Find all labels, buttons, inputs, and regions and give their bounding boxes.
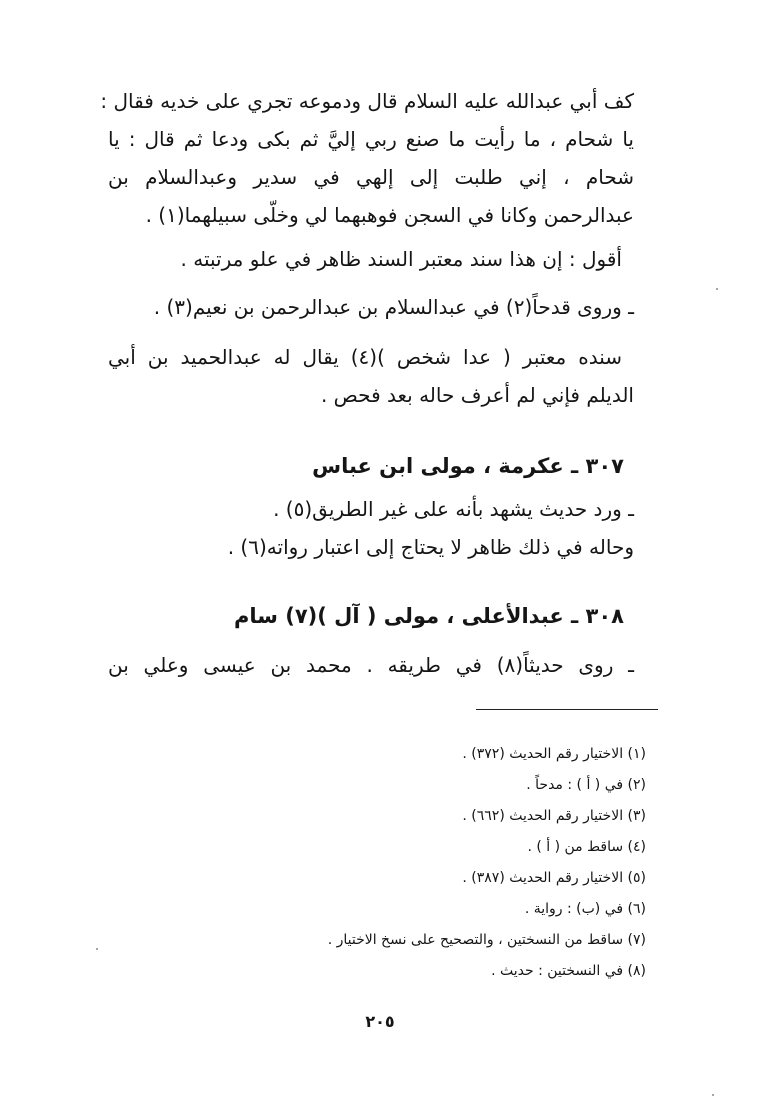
body-line: ـ وروى قدحاً(٢) في عبدالسلام بن عبدالرحمن بن نعيم(٣) . <box>153 295 634 319</box>
footnote: (٣) الاختيار رقم الحديث (٦٦٢) . <box>462 808 646 824</box>
entry-heading: ٣٠٨ ـ عبدالأعلى ، مولى ( آل )(٧) سام <box>233 604 624 628</box>
footnote: (٦) في (ب) : رواية . <box>524 901 646 917</box>
scan-speck <box>716 288 718 290</box>
body-line: ـ ورد حديث يشهد بأنه على غير الطريق(٥) . <box>273 497 634 521</box>
page-number: ٢٠٥ <box>365 1012 395 1031</box>
body-line: أقول : إن هذا سند معتبر السند ظاهر في علو مرتبته . <box>180 247 622 271</box>
body-line: عبدالرحمن وكانا في السجن فوهبهما لي وخلّى سبيلهما(١) . <box>145 203 634 227</box>
body-line: سنده معتبر ( عدا شخص )(٤) يقال له عبدالحميد بن أبي <box>108 345 623 369</box>
scan-speck <box>712 1094 714 1096</box>
footnote-separator <box>476 709 658 710</box>
body-line: يا شحام ، ما رأيت ما صنع ربي إليَّ ثم بكى ودعا ثم قال : يا <box>108 127 634 151</box>
footnote: (٥) الاختيار رقم الحديث (٣٨٧) . <box>462 870 646 886</box>
scan-speck <box>96 948 98 950</box>
footnote: (٤) ساقط من ( أ ) . <box>527 839 646 855</box>
body-line: كف أبي عبدالله عليه السلام قال ودموعه تجري على خديه فقال : <box>100 89 634 113</box>
footnote: (٧) ساقط من النسختين ، والتصحيح على نسخ الاختيار . <box>327 932 646 948</box>
body-line: وحاله في ذلك ظاهر لا يحتاج إلى اعتبار رواته(٦) . <box>227 535 634 559</box>
footnote: (٢) في ( أ ) : مدحاً . <box>526 777 646 793</box>
body-line: شحام ، إني طلبت إلى إلهي في سدير وعبدالسلام بن <box>108 165 634 189</box>
footnote: (٨) في النسختين : حديث . <box>491 963 646 979</box>
footnote: (١) الاختيار رقم الحديث (٣٧٢) . <box>462 746 646 762</box>
body-line: الديلم فإني لم أعرف حاله بعد فحص . <box>320 383 634 407</box>
body-line: ـ روى حديثاً(٨) في طريقه . محمد بن عيسى وعلي بن <box>108 653 634 677</box>
entry-heading: ٣٠٧ ـ عكرمة ، مولى ابن عباس <box>312 454 624 478</box>
